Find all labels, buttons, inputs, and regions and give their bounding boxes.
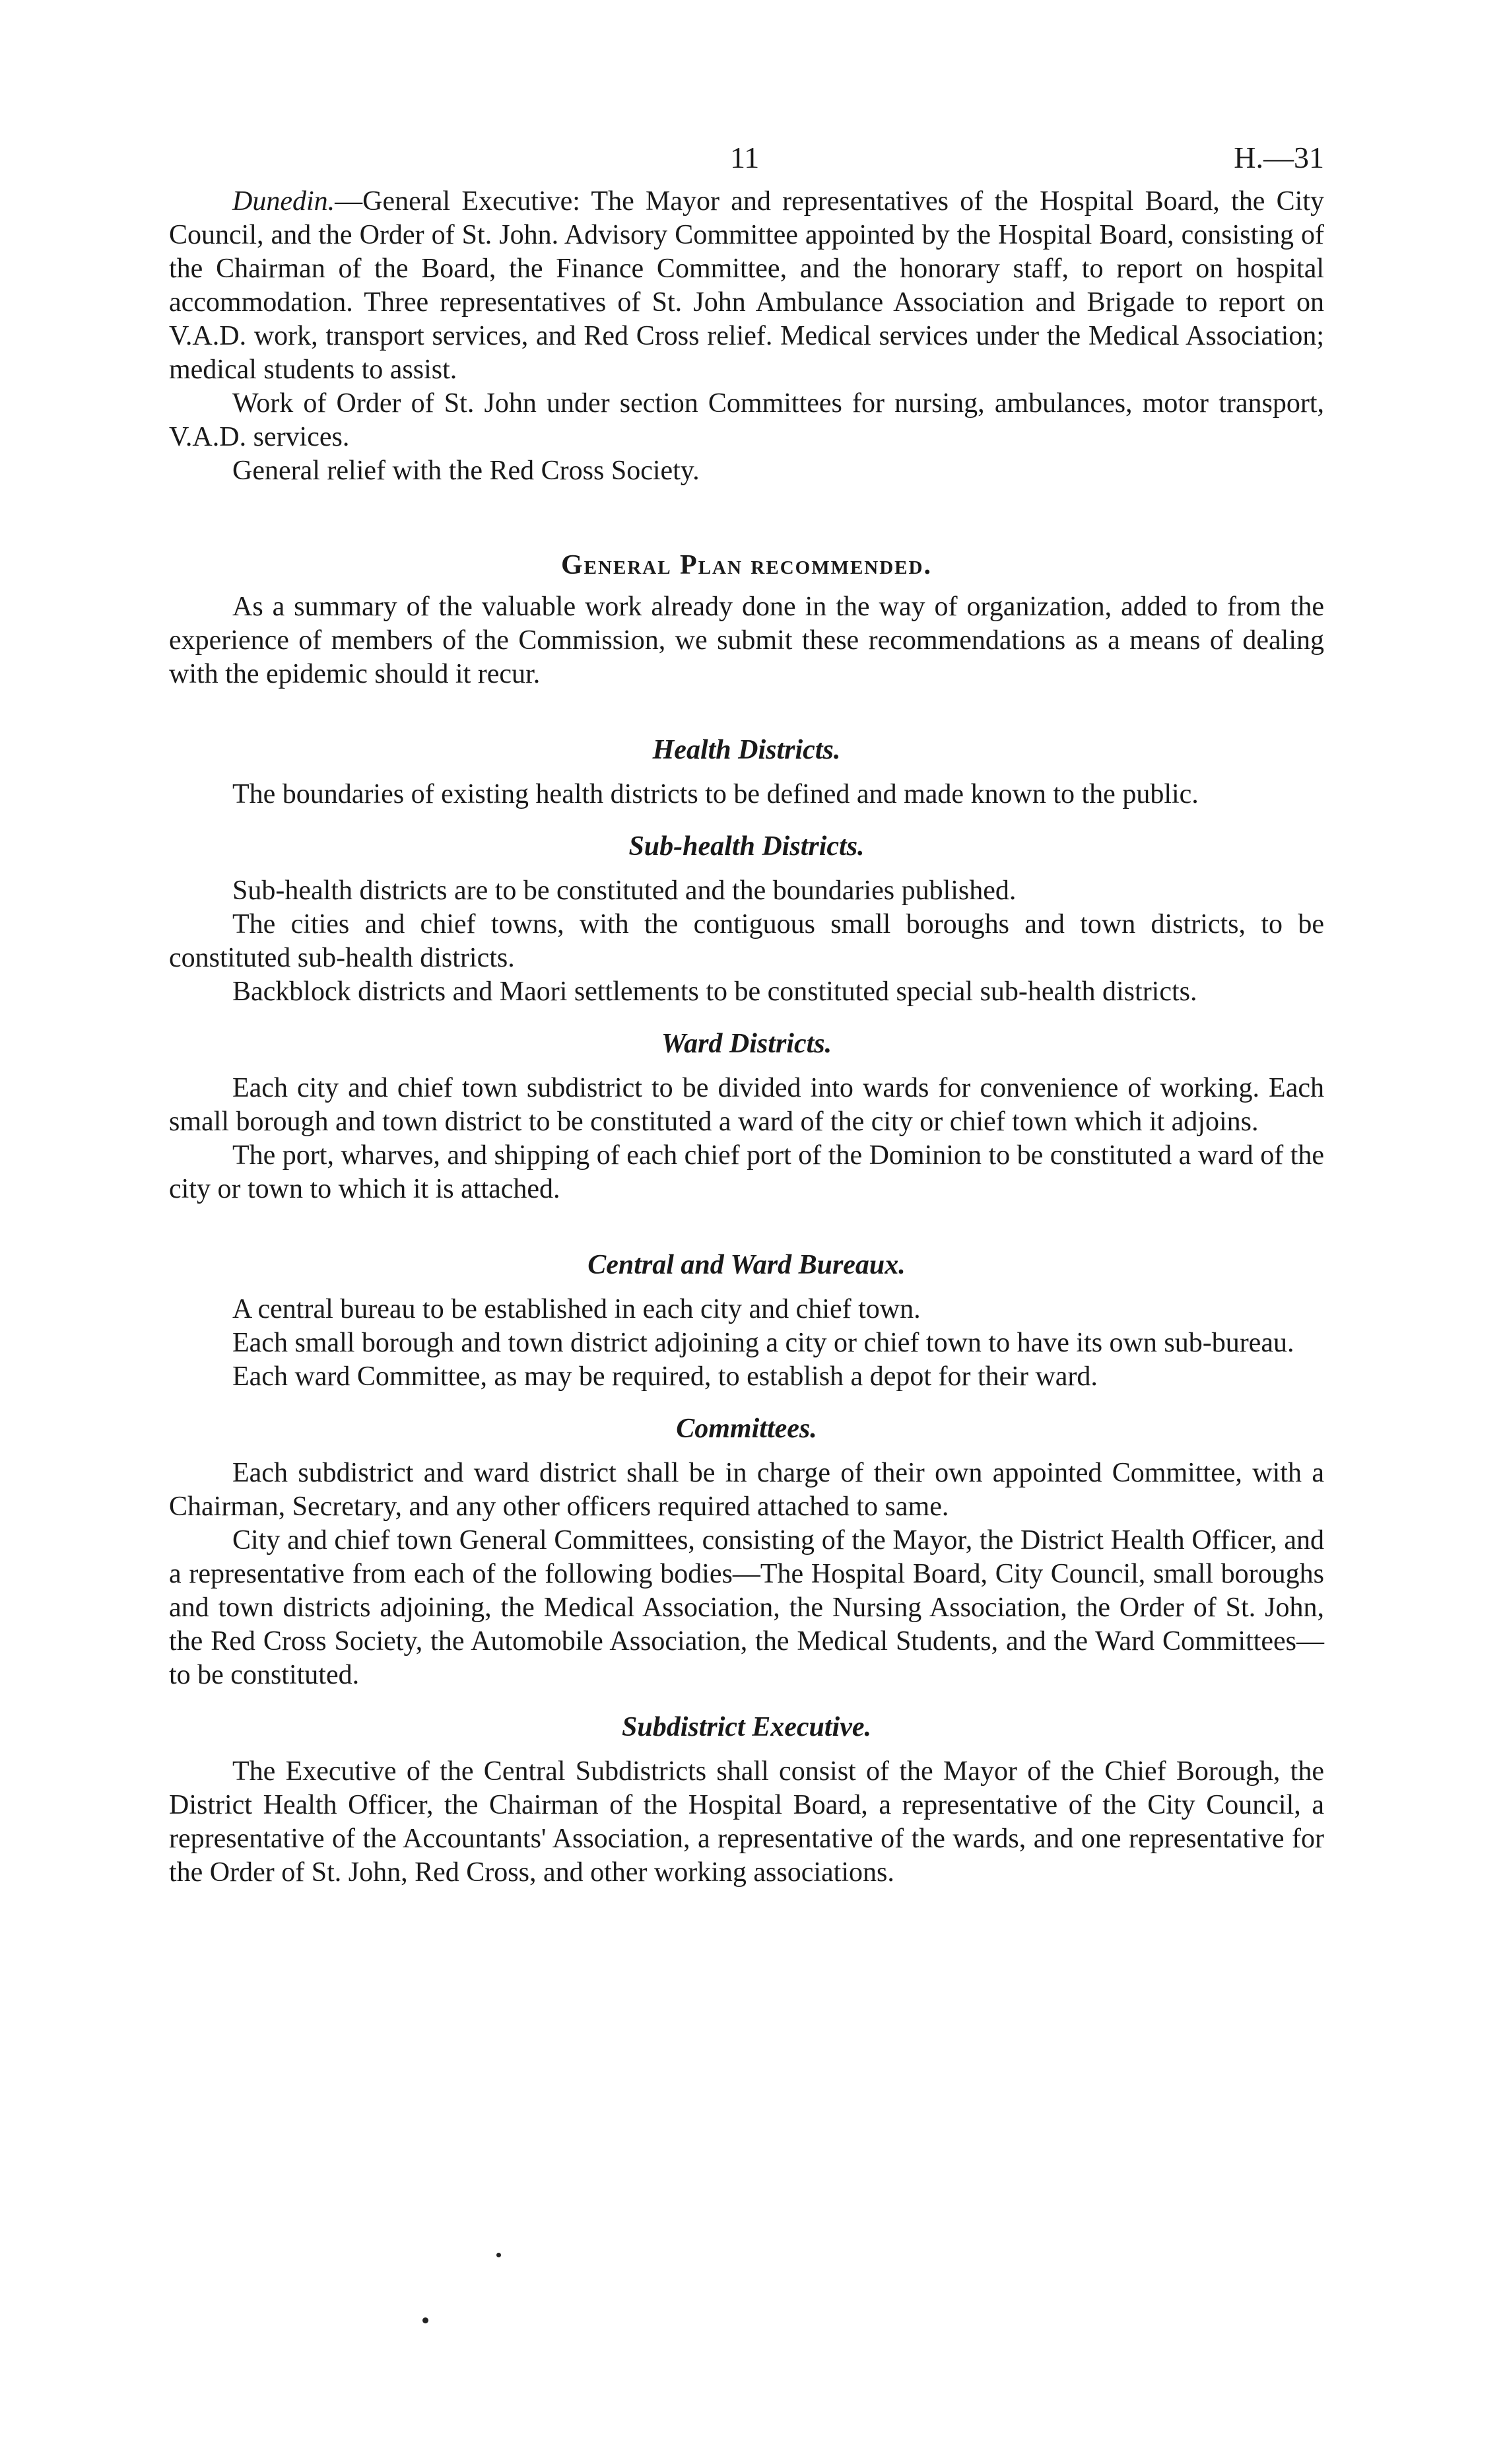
stray-ink-dot bbox=[422, 2317, 428, 2323]
sub-health-paragraph-2: The cities and chief towns, with the contiguous small boroughs and town districts, to be constituted sub-health districts. bbox=[169, 909, 1324, 973]
general-plan-paragraph: As a summary of the valuable work already done in the way of organization, added to from the experience of members of the Commission, we submit these recommendations as a means of dealing with the epidemic should it recur. bbox=[169, 592, 1324, 689]
committees-paragraph-1: Each subdistrict and ward district shall be in charge of their own appointed Committee, with a Chairman, Secretary, and any other officers required attached to same. bbox=[169, 1458, 1324, 1522]
committees-section bbox=[169, 1412, 1324, 1692]
dunedin-text: —General Executive: The Mayor and representatives of the Hospital Board, the City Council, and the Order of St. John. Advisory Committee appointed by the Hospital Board, consisting of the Chairman of the Board, the Finance Committee, and the honorary staff, to report on hospital accommodation. Three representatives of St. John Ambulance Association and Brigade to report on V.A.D. work, transport services, and Red Cross relief. Medical services under the Medical Association; medical students to assist. bbox=[169, 186, 1324, 385]
dunedin-paragraph-3: General relief with the Red Cross Society. bbox=[232, 456, 700, 486]
bureaux-paragraph-1: A central bureau to be established in each city and chief town. bbox=[232, 1294, 921, 1324]
dunedin-lead-in: Dunedin. bbox=[232, 186, 335, 217]
dunedin-section bbox=[169, 185, 1324, 488]
health-districts-section bbox=[169, 734, 1324, 811]
ward-districts-paragraph-2: The port, wharves, and shipping of each chief port of the Dominion to be constituted a ward of the city or town to which it is attached. bbox=[169, 1140, 1324, 1204]
subdistrict-executive-section bbox=[169, 1711, 1324, 1890]
sub-health-paragraph-1: Sub-health districts are to be constituted and the boundaries published. bbox=[232, 875, 1017, 906]
document-reference: H.—31 bbox=[1234, 141, 1324, 174]
dunedin-paragraph-2: Work of Order of St. John under section Committees for nursing, ambulances, motor transport, V.A.D. services. bbox=[169, 388, 1324, 452]
dunedin-paragraph bbox=[169, 185, 1324, 387]
subdistrict-executive-heading: Subdistrict Executive. bbox=[622, 1712, 871, 1742]
bureaux-paragraph-2: Each small borough and town district adjoining a city or chief town to have its own sub-bureau. bbox=[232, 1328, 1294, 1358]
bureaux-heading: Central and Ward Bureaux. bbox=[587, 1250, 906, 1280]
sub-health-districts-heading: Sub-health Districts. bbox=[628, 831, 865, 862]
subdistrict-executive-paragraph: The Executive of the Central Subdistricts shall consist of the Mayor of the Chief Borough, the District Health Officer, the Chairman of the Hospital Board, a representative of the City Council, a representative of the Accountants' Association, a representative of the wards, and one representative for the Order of St. John, Red Cross, and other working associations. bbox=[169, 1756, 1324, 1888]
sub-health-districts-section bbox=[169, 830, 1324, 1009]
health-districts-heading: Health Districts. bbox=[652, 735, 841, 765]
document-page bbox=[169, 132, 1324, 1890]
committees-paragraph-2: City and chief town General Committees, consisting of the Mayor, the District Health Officer, and a representative from each of the following bodies—The Hospital Board, City Council, small boroughs and town districts adjoining, the Medical Association, the Nursing Association, the Order of St. John, the Red Cross Society, the Automobile Association, the Medical Students, and the Ward Committees—to be constituted. bbox=[169, 1525, 1324, 1690]
ward-districts-heading: Ward Districts. bbox=[661, 1029, 832, 1059]
bureaux-section bbox=[169, 1249, 1324, 1394]
ward-districts-paragraph-1: Each city and chief town subdistrict to be divided into wards for convenience of working. Each small borough and town district to be constituted a ward of the city or chief town which it adjoins. bbox=[169, 1073, 1324, 1137]
page-number: 11 bbox=[730, 141, 760, 174]
sub-health-paragraph-3: Backblock districts and Maori settlements to be constituted special sub-health districts. bbox=[232, 976, 1197, 1007]
general-plan-section bbox=[169, 549, 1324, 691]
health-districts-paragraph: The boundaries of existing health districts to be defined and made known to the public. bbox=[232, 779, 1199, 809]
stray-ink-dot bbox=[496, 2253, 501, 2257]
general-plan-heading: General Plan recommended. bbox=[561, 550, 932, 580]
committees-heading: Committees. bbox=[676, 1414, 817, 1444]
bureaux-paragraph-3: Each ward Committee, as may be required, to establish a depot for their ward. bbox=[232, 1361, 1098, 1392]
page-header bbox=[169, 132, 1324, 185]
ward-districts-section bbox=[169, 1027, 1324, 1206]
